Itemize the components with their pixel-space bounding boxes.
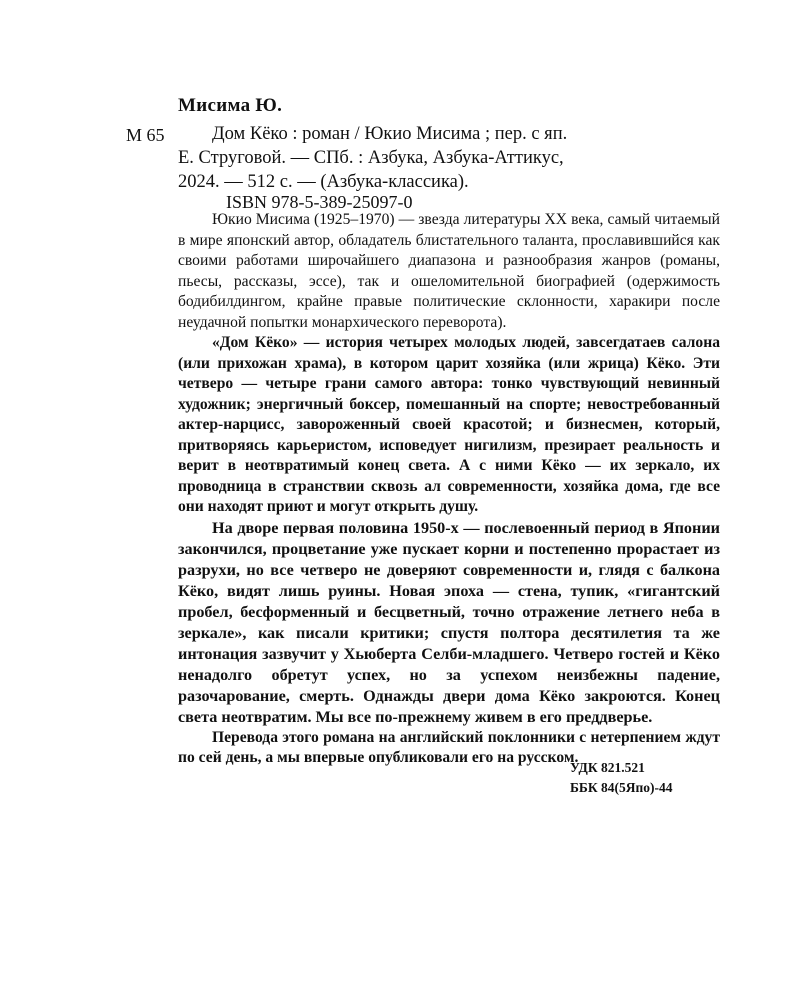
annotation-paragraph: Перевода этого романа на английский поклонники с нетерпением ждут по сей день, а мы впервые опубликовали его на русском.	[178, 728, 720, 766]
udk-code: УДК 821.521	[570, 760, 645, 775]
author-mark-code: М 65	[126, 125, 165, 145]
isbn: ISBN 978-5-389-25097-0	[226, 192, 413, 212]
classification-codes	[570, 758, 673, 798]
bib-line: 2024. — 512 с. — (Азбука-классика).	[178, 172, 469, 192]
annotation	[178, 210, 720, 769]
bbk-code: ББК 84(5Япо)-44	[570, 780, 673, 795]
bib-line: Дом Кёко : роман / Юкио Мисима ; пер. с яп.	[212, 124, 568, 144]
author-heading: Мисима Ю.	[178, 95, 283, 116]
bibliographic-record	[178, 122, 720, 194]
bib-line: Е. Струговой. — СПб. : Азбука, Азбука-Аттикус,	[178, 148, 564, 168]
annotation-paragraph: На дворе первая половина 1950-х — послевоенный период в Японии закончился, процветание уже пускает корни и постепенно прорастает из разрухи, но все четверо не доверяют современности и, глядя с балкона Кёко, видят лишь руины. Новая эпоха — стена, тупик, «гигантский пробел, бесформенный и бесцветный, точно отражение летнего неба в зеркале», как писали критики; спустя полтора десятилетия та же интонация зазвучит у Хьюберта Селби-младшего. Четверо гостей и Кёко ненадолго обретут успех, но за успехом неизбежны падение, разочарование, смерть. Однажды двери дома Кёко закроются. Конец света неотвратим. Мы все по-прежнему живем в его преддверье.	[178, 518, 720, 726]
annotation-paragraph: «Дом Кёко» — история четырех молодых людей, завсегдатаев салона (или прихожан храма), в котором царит хозяйка (или жрица) Кёко. Эти четверо — четыре грани самого автора: тонко чувствующий невинный художник; энергичный боксер, помешанный на спорте; невостребованный актер-нарцисс, завороженный своей красотой; и бизнесмен, который, притворяясь карьеристом, исповедует нигилизм, презирает реальность и верит в неотвратимый конец света. А с ними Кёко — их зеркало, их проводница в странствии сквозь ал современности, хозяйка дома, где все они находят приют и могут открыть душу.	[178, 334, 720, 515]
annotation-paragraph: Юкио Мисима (1925–1970) — звезда литературы XX века, самый читаемый в мире японский автор, обладатель блистательного таланта, прославившийся как своими работами широчайшего диапазона и разнообразия жанров (романы, пьесы, рассказы, эссе), так и ошеломительной биографией (одержимость бодибилдингом, крайне правые политические склонности, харакири после неудачной попытки монархического переворота).	[178, 211, 720, 331]
